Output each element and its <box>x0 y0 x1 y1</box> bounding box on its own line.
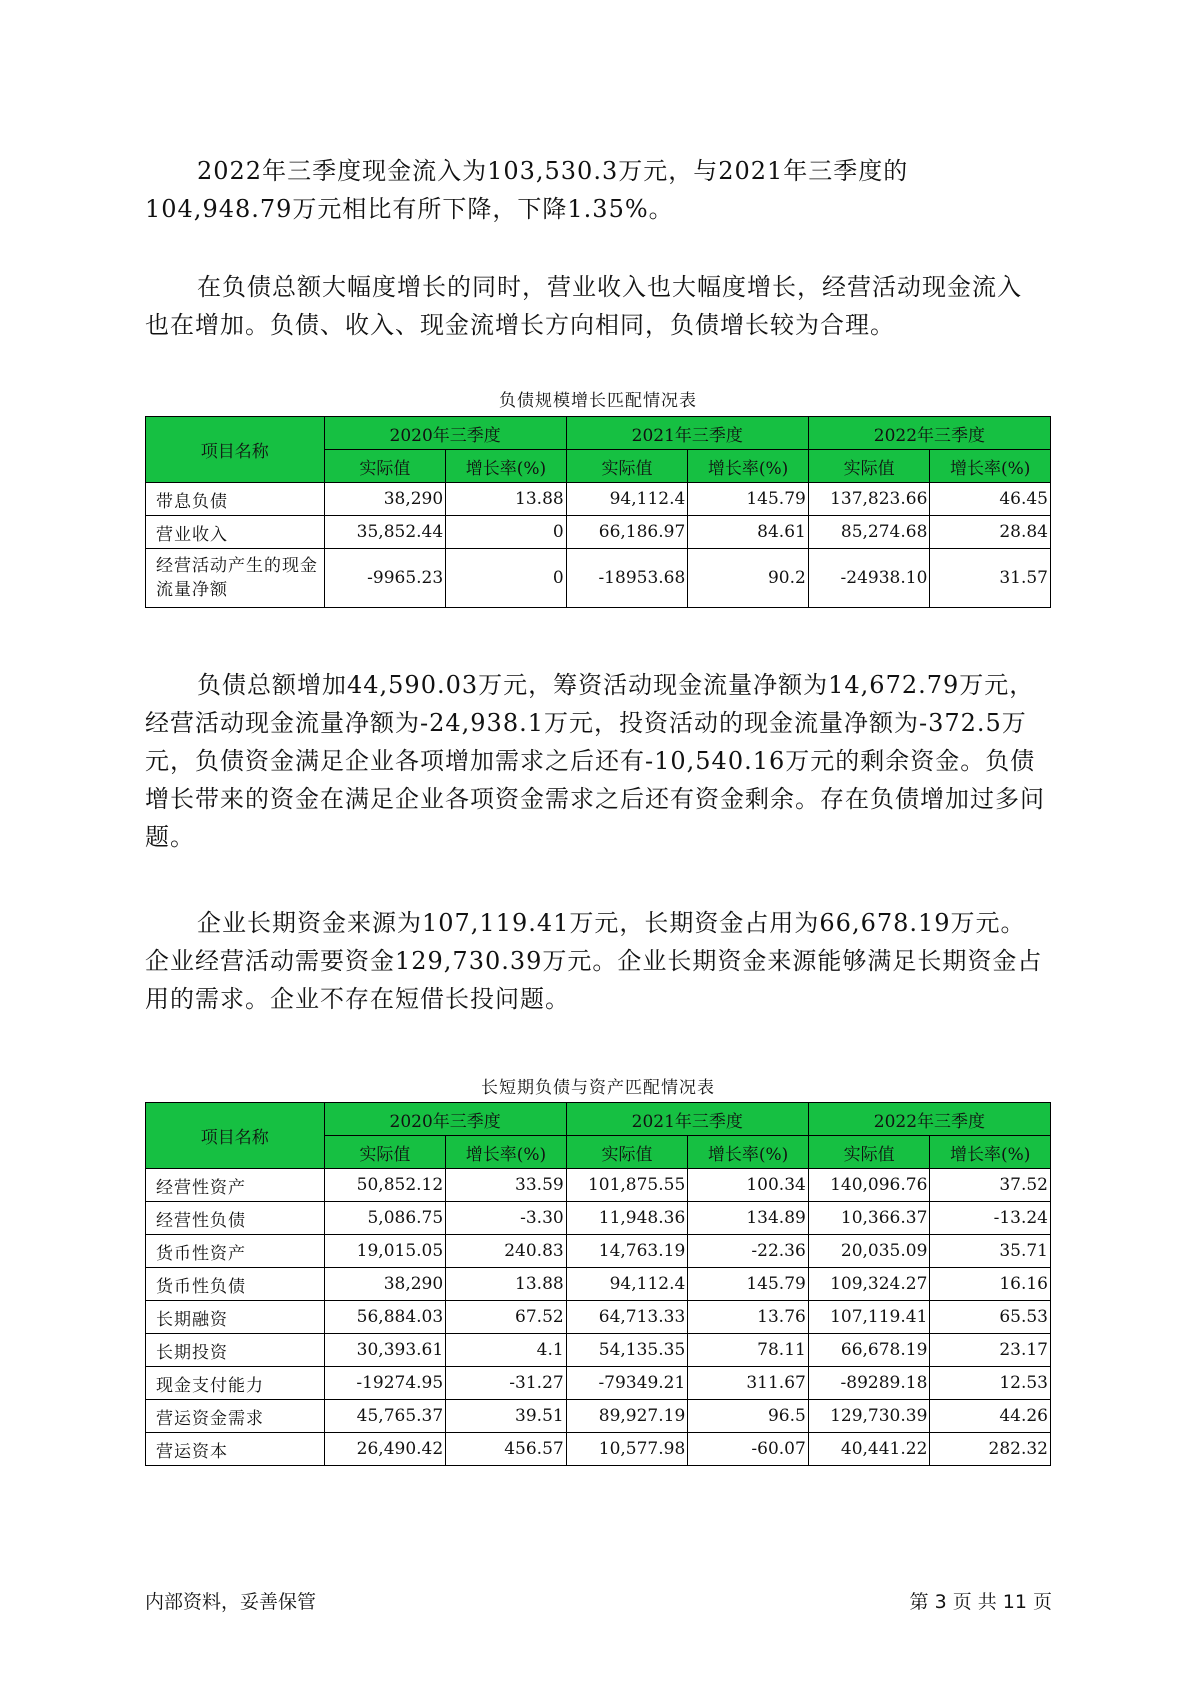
cell-value: 282.32 <box>930 1433 1051 1466</box>
cell-value: 4.1 <box>446 1334 567 1367</box>
header-actual: 实际值 <box>808 450 930 483</box>
cell-value: 33.59 <box>446 1169 567 1202</box>
cell-value: -9965.23 <box>324 549 446 608</box>
header-period: 2020年三季度 <box>324 417 566 450</box>
row-label: 经营活动产生的现金流量净额 <box>146 549 325 608</box>
cell-value: 38,290 <box>324 1268 446 1301</box>
cell-value: -13.24 <box>930 1202 1051 1235</box>
row-label: 经营性负债 <box>146 1202 325 1235</box>
row-label: 营运资本 <box>146 1433 325 1466</box>
cell-value: 140,096.76 <box>808 1169 930 1202</box>
cell-value: 66,678.19 <box>808 1334 930 1367</box>
header-growth: 增长率(%) <box>930 450 1051 483</box>
cell-value: 66,186.97 <box>566 516 688 549</box>
cell-value: 35.71 <box>930 1235 1051 1268</box>
cell-value: 0 <box>446 516 567 549</box>
cell-value: 94,112.4 <box>566 483 688 516</box>
cell-value: 13.88 <box>446 1268 567 1301</box>
table2-caption: 长短期负债与资产匹配情况表 <box>481 1078 715 1098</box>
cell-value: 40,441.22 <box>808 1433 930 1466</box>
header-period: 2021年三季度 <box>566 417 808 450</box>
header-item-name: 项目名称 <box>146 1103 325 1169</box>
header-actual: 实际值 <box>324 450 446 483</box>
cell-value: 10,577.98 <box>566 1433 688 1466</box>
cell-value: 137,823.66 <box>808 483 930 516</box>
row-label: 带息负债 <box>146 483 325 516</box>
table-row <box>146 1367 1051 1400</box>
paragraph-debt-growth: 在负债总额大幅度增长的同时，营业收入也大幅度增长，经营活动现金流入也在增加。负债、收入、现金流增长方向相同，负债增长较为合理。 <box>145 273 1022 339</box>
cell-value: 101,875.55 <box>566 1169 688 1202</box>
cell-value: 37.52 <box>930 1169 1051 1202</box>
cell-value: 38,290 <box>324 483 446 516</box>
header-period: 2022年三季度 <box>808 1103 1050 1136</box>
cell-value: 129,730.39 <box>808 1400 930 1433</box>
cell-value: -24938.10 <box>808 549 930 608</box>
table-row <box>146 483 1051 516</box>
cell-value: 28.84 <box>930 516 1051 549</box>
cell-value: 13.76 <box>688 1301 809 1334</box>
cell-value: 107,119.41 <box>808 1301 930 1334</box>
cell-value: 84.61 <box>688 516 809 549</box>
table1-caption: 负债规模增长匹配情况表 <box>499 391 697 411</box>
cell-value: -18953.68 <box>566 549 688 608</box>
header-actual: 实际值 <box>324 1136 446 1169</box>
cell-value: -60.07 <box>688 1433 809 1466</box>
footer-confidential-note: 内部资料，妥善保管 <box>145 1591 317 1613</box>
cell-value: 67.52 <box>446 1301 567 1334</box>
header-growth: 增长率(%) <box>446 450 567 483</box>
table-row <box>146 1334 1051 1367</box>
paragraph-cash-inflow: 2022年三季度现金流入为103,530.3万元，与2021年三季度的104,948.79万元相比有所下降，下降1.35%。 <box>145 157 909 223</box>
cell-value: 145.79 <box>688 483 809 516</box>
cell-value: 134.89 <box>688 1202 809 1235</box>
cell-value: 54,135.35 <box>566 1334 688 1367</box>
cell-value: 78.11 <box>688 1334 809 1367</box>
table-row <box>146 549 1051 608</box>
table-row <box>146 1433 1051 1466</box>
header-actual: 实际值 <box>808 1136 930 1169</box>
cell-value: 94,112.4 <box>566 1268 688 1301</box>
cell-value: 26,490.42 <box>324 1433 446 1466</box>
cell-value: 311.67 <box>688 1367 809 1400</box>
cell-value: 5,086.75 <box>324 1202 446 1235</box>
row-label: 货币性负债 <box>146 1268 325 1301</box>
cell-value: 20,035.09 <box>808 1235 930 1268</box>
cell-value: 19,015.05 <box>324 1235 446 1268</box>
cell-value: 109,324.27 <box>808 1268 930 1301</box>
cell-value: 240.83 <box>446 1235 567 1268</box>
table-row <box>146 1301 1051 1334</box>
cell-value: 31.57 <box>930 549 1051 608</box>
cell-value: -31.27 <box>446 1367 567 1400</box>
cell-value: 11,948.36 <box>566 1202 688 1235</box>
cell-value: 56,884.03 <box>324 1301 446 1334</box>
header-actual: 实际值 <box>566 1136 688 1169</box>
cell-value: 50,852.12 <box>324 1169 446 1202</box>
table-row <box>146 1400 1051 1433</box>
cell-value: 12.53 <box>930 1367 1051 1400</box>
cell-value: 45,765.37 <box>324 1400 446 1433</box>
header-period: 2020年三季度 <box>324 1103 566 1136</box>
paragraph-long-term-funds: 企业长期资金来源为107,119.41万元，长期资金占用为66,678.19万元。企业经营活动需要资金129,730.39万元。企业长期资金来源能够满足长期资金占用的需求。企业不存在短借长投问题。 <box>145 909 1043 1013</box>
row-label: 现金支付能力 <box>146 1367 325 1400</box>
footer-page-number: 第 3 页 共 11 页 <box>909 1591 1052 1613</box>
header-growth: 增长率(%) <box>930 1136 1051 1169</box>
header-growth: 增长率(%) <box>688 450 809 483</box>
cell-value: 13.88 <box>446 483 567 516</box>
cell-value: 64,713.33 <box>566 1301 688 1334</box>
cell-value: 89,927.19 <box>566 1400 688 1433</box>
header-period: 2021年三季度 <box>566 1103 808 1136</box>
cell-value: 456.57 <box>446 1433 567 1466</box>
cell-value: 96.5 <box>688 1400 809 1433</box>
long-short-term-match-table <box>145 1102 1051 1466</box>
table-row <box>146 1268 1051 1301</box>
header-period: 2022年三季度 <box>808 417 1050 450</box>
cell-value: 35,852.44 <box>324 516 446 549</box>
table-row <box>146 1202 1051 1235</box>
header-growth: 增长率(%) <box>446 1136 567 1169</box>
header-growth: 增长率(%) <box>688 1136 809 1169</box>
debt-growth-match-table <box>145 416 1051 608</box>
cell-value: 44.26 <box>930 1400 1051 1433</box>
cell-value: 145.79 <box>688 1268 809 1301</box>
cell-value: 100.34 <box>688 1169 809 1202</box>
cell-value: 14,763.19 <box>566 1235 688 1268</box>
cell-value: 65.53 <box>930 1301 1051 1334</box>
paragraph-debt-surplus: 负债总额增加44,590.03万元，筹资活动现金流量净额为14,672.79万元，经营活动现金流量净额为-24,938.1万元，投资活动的现金流量净额为-372.5万元，负债资金满足企业各项增加需求之后还有-10,540.16万元的剩余资金。负债增长带来的资金在满足企业各项资金需求之后还有资金剩余。存在负债增加过多问题。 <box>145 671 1045 851</box>
row-label: 长期投资 <box>146 1334 325 1367</box>
cell-value: 85,274.68 <box>808 516 930 549</box>
row-label: 长期融资 <box>146 1301 325 1334</box>
cell-value: 46.45 <box>930 483 1051 516</box>
cell-value: 90.2 <box>688 549 809 608</box>
cell-value: 0 <box>446 549 567 608</box>
cell-value: -22.36 <box>688 1235 809 1268</box>
table-row <box>146 1235 1051 1268</box>
row-label: 营业收入 <box>146 516 325 549</box>
row-label: 营运资金需求 <box>146 1400 325 1433</box>
cell-value: -3.30 <box>446 1202 567 1235</box>
cell-value: -79349.21 <box>566 1367 688 1400</box>
cell-value: 16.16 <box>930 1268 1051 1301</box>
cell-value: 30,393.61 <box>324 1334 446 1367</box>
cell-value: -89289.18 <box>808 1367 930 1400</box>
header-actual: 实际值 <box>566 450 688 483</box>
table-row <box>146 1169 1051 1202</box>
cell-value: 39.51 <box>446 1400 567 1433</box>
header-item-name: 项目名称 <box>146 417 325 483</box>
cell-value: 10,366.37 <box>808 1202 930 1235</box>
row-label: 货币性资产 <box>146 1235 325 1268</box>
table-row <box>146 516 1051 549</box>
row-label: 经营性资产 <box>146 1169 325 1202</box>
cell-value: 23.17 <box>930 1334 1051 1367</box>
cell-value: -19274.95 <box>324 1367 446 1400</box>
